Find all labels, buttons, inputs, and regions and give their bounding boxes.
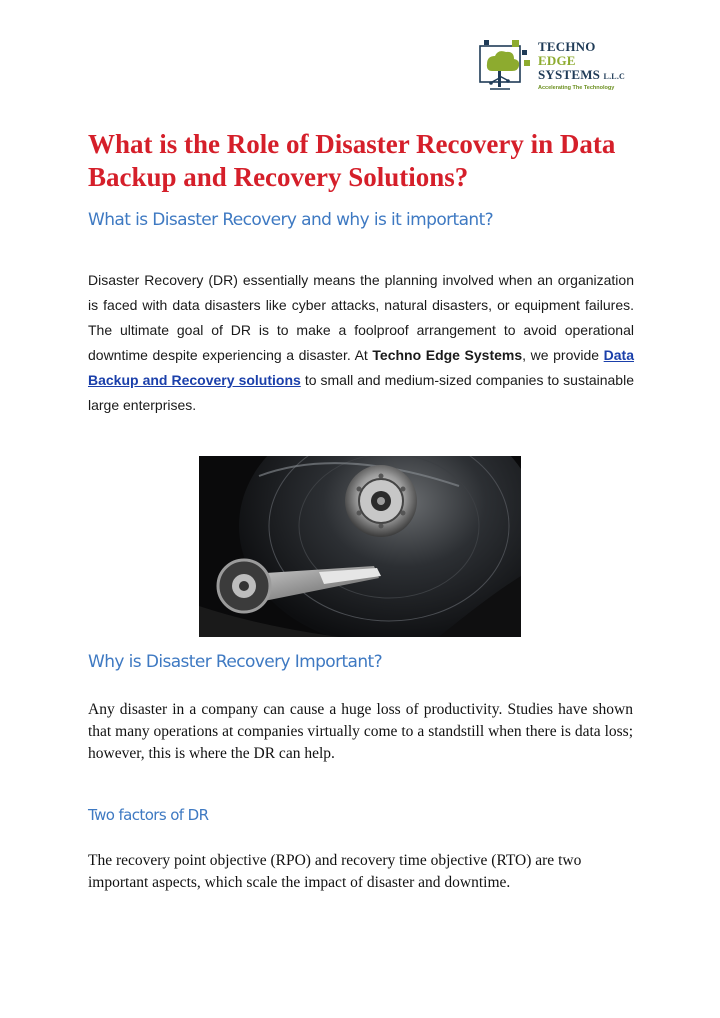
logo-line-techno: TECHNO (538, 39, 596, 54)
section1-text-c: to small and medium-sized companies to sustainable large enterprises. (88, 372, 634, 413)
section2-heading: Why is Disaster Recovery Important? (88, 652, 383, 672)
hard-disk-drive-photo (199, 456, 521, 637)
section3-heading: Two factors of DR (88, 806, 209, 824)
logo-line-edge: EDGE (538, 53, 576, 68)
section1-heading: What is Disaster Recovery and why is it important? (88, 210, 494, 230)
section3-paragraph: The recovery point objective (RPO) and recovery time objective (RTO) are two important aspects, which scale the impact of disaster and downtime. (88, 852, 582, 891)
company-name-bold: Techno Edge Systems (372, 347, 523, 363)
section1-text-a: Disaster Recovery (DR) essentially means the planning involved when an organization is faced with data disasters like cyber attacks, natural disasters, or equipment failures. The ultimate goal of DR is to make a foolproof arrangement to avoid operational downtime despite experiencing a disaster. At (88, 272, 634, 363)
section1-text-b: , we provide (522, 347, 604, 363)
section1-paragraph (88, 268, 634, 418)
logo-systems-text: SYSTEMS (538, 67, 601, 82)
section2-paragraph: Any disaster in a company can cause a huge loss of productivity. Studies have shown that many operations at companies virtually come to a standstill when there is data loss; however, this is where the DR can help. (88, 701, 633, 762)
data-backup-link[interactable]: Data Backup and Recovery solutions (88, 347, 635, 388)
company-logo (478, 38, 638, 96)
cloud-tree-logo-icon (478, 38, 534, 94)
logo-tagline: Accelerating The Technology (538, 85, 615, 91)
logo-llc-text: L.L.C (603, 72, 625, 81)
hard-disk-drive-image (199, 456, 521, 637)
logo-line-systems (538, 68, 625, 84)
document-title: What is the Role of Disaster Recovery in Data Backup and Recovery Solutions? (88, 129, 616, 192)
logo-wordmark (538, 40, 625, 92)
